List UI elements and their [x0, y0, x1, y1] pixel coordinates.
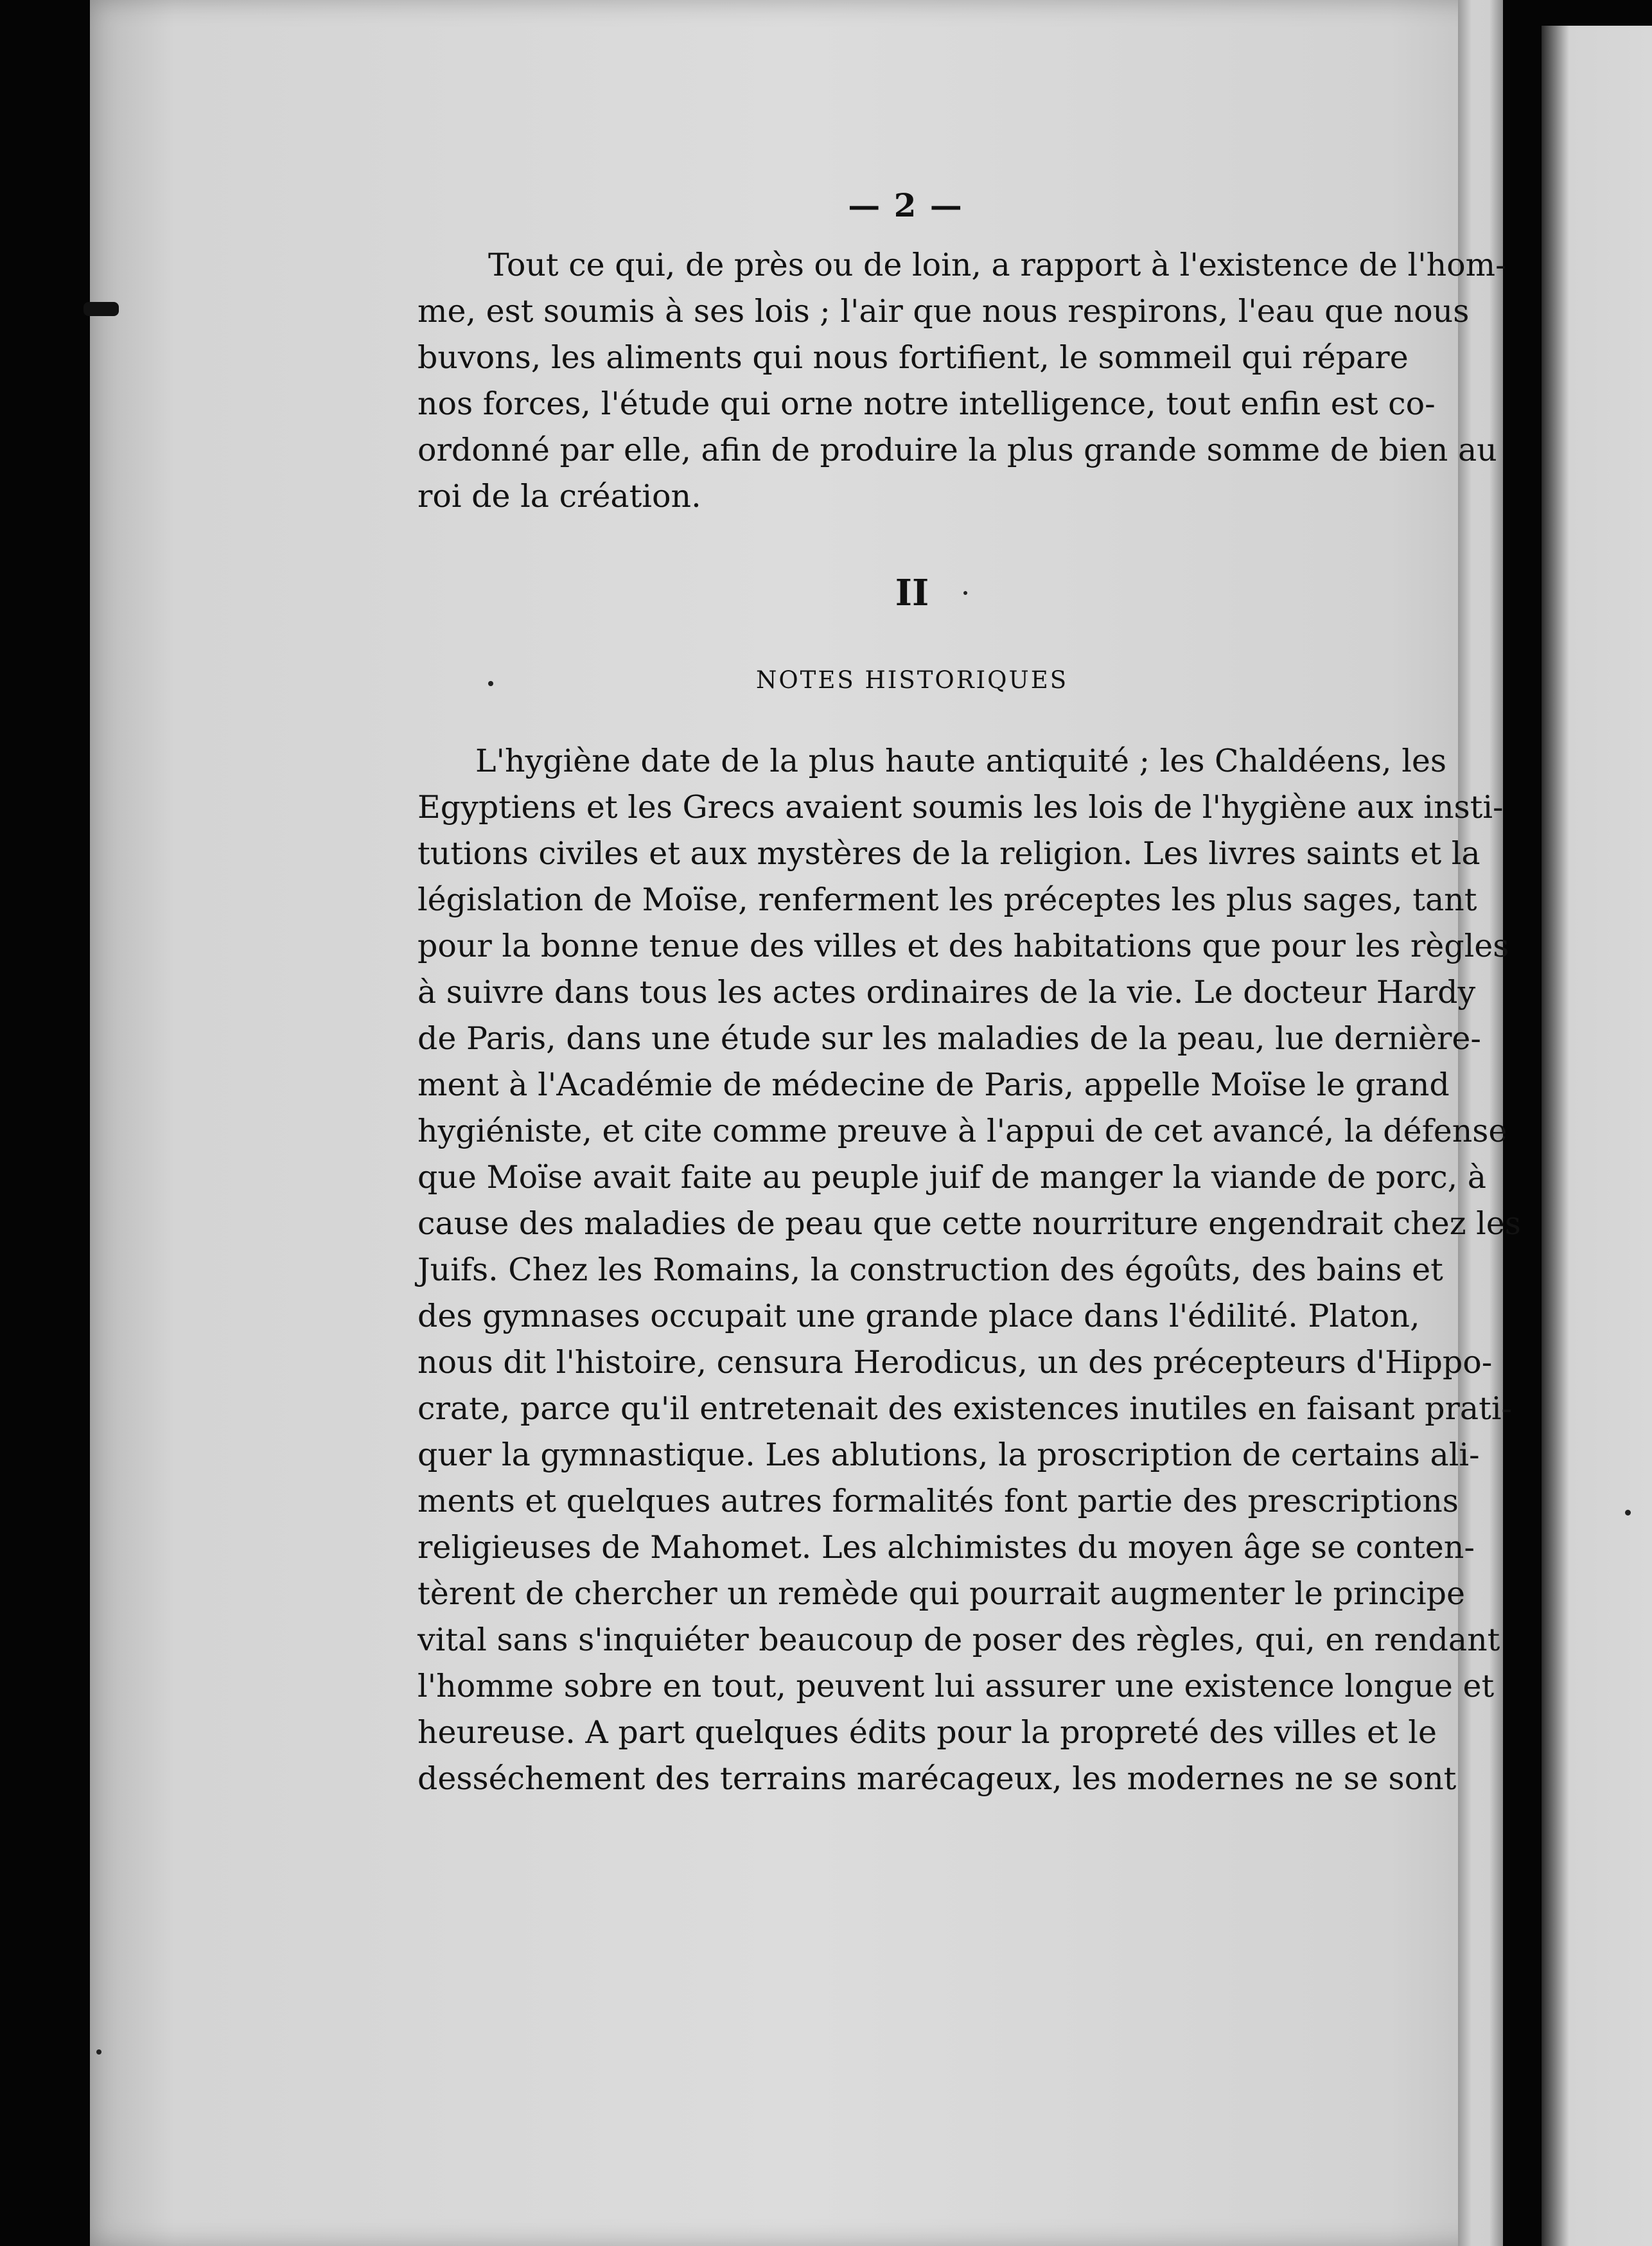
- section-title: NOTES HISTORIQUES: [755, 666, 1069, 694]
- text-line: religieuses de Mahomet. Les alchimistes du moyen âge se conten-: [417, 1529, 1475, 1566]
- text-line: hygiéniste, et cite comme preuve à l'appui de cet avancé, la défense: [417, 1113, 1507, 1149]
- text-line: nos forces, l'étude qui orne notre intelligence, tout enfin est co-: [417, 385, 1436, 422]
- text-line: à suivre dans tous les actes ordinaires de la vie. Le docteur Hardy: [417, 974, 1476, 1011]
- text-line: législation de Moïse, renferment les préceptes les plus sages, tant: [417, 881, 1477, 918]
- text-line: roi de la création.: [417, 478, 701, 515]
- text-line: Tout ce qui, de près ou de loin, a rapport à l'existence de l'hom-: [488, 247, 1506, 283]
- text-line: heureuse. A part quelques édits pour la propreté des villes et le: [417, 1714, 1437, 1751]
- text-line: de Paris, dans une étude sur les maladies de la peau, lue dernière-: [417, 1020, 1481, 1057]
- text-line: me, est soumis à ses lois ; l'air que nous respirons, l'eau que nous: [417, 293, 1470, 330]
- text-line: crate, parce qu'il entretenait des existences inutiles en faisant prati-: [417, 1390, 1513, 1427]
- text-line: que Moïse avait faite au peuple juif de manger la viande de porc, à: [417, 1159, 1487, 1196]
- text-line: pour la bonne tenue des villes et des habitations que pour les règles: [417, 928, 1509, 964]
- text-line: ments et quelques autres formalités font partie des prescriptions: [417, 1483, 1459, 1519]
- text-line: cause des maladies de peau que cette nourriture engendrait chez les: [417, 1205, 1521, 1242]
- text-line: tèrent de chercher un remède qui pourrait augmenter le principe: [417, 1575, 1465, 1612]
- page-number: — 2 —: [848, 186, 963, 224]
- text-line: ment à l'Académie de médecine de Paris, appelle Moïse le grand: [417, 1066, 1450, 1103]
- text-line: tutions civiles et aux mystères de la religion. Les livres saints et la: [417, 835, 1481, 872]
- text-line: buvons, les aliments qui nous fortifient, le sommeil qui répare: [417, 339, 1409, 376]
- text-line: nous dit l'histoire, censura Herodicus, un des précepteurs d'Hippo-: [417, 1344, 1493, 1381]
- text-line: desséchement des terrains marécageux, les modernes ne se sont: [417, 1760, 1457, 1797]
- text-line: Egyptiens et les Grecs avaient soumis les lois de l'hygiène aux insti-: [417, 789, 1504, 826]
- text-line: ordonné par elle, afin de produire la plus grande somme de bien au: [417, 432, 1497, 468]
- text-line: Juifs. Chez les Romains, la construction des égoûts, des bains et: [417, 1251, 1443, 1288]
- text-line: quer la gymnastique. Les ablutions, la proscription de certains ali-: [417, 1437, 1480, 1473]
- section-number: II: [895, 572, 929, 614]
- text-line: vital sans s'inquiéter beaucoup de poser des règles, qui, en rendant: [417, 1622, 1500, 1658]
- text-line: l'homme sobre en tout, peuvent lui assurer une existence longue et: [417, 1668, 1495, 1704]
- text-line: L'hygiène date de la plus haute antiquité ; les Chaldéens, les: [475, 743, 1447, 779]
- text-line: des gymnases occupait une grande place dans l'édilité. Platon,: [417, 1298, 1420, 1334]
